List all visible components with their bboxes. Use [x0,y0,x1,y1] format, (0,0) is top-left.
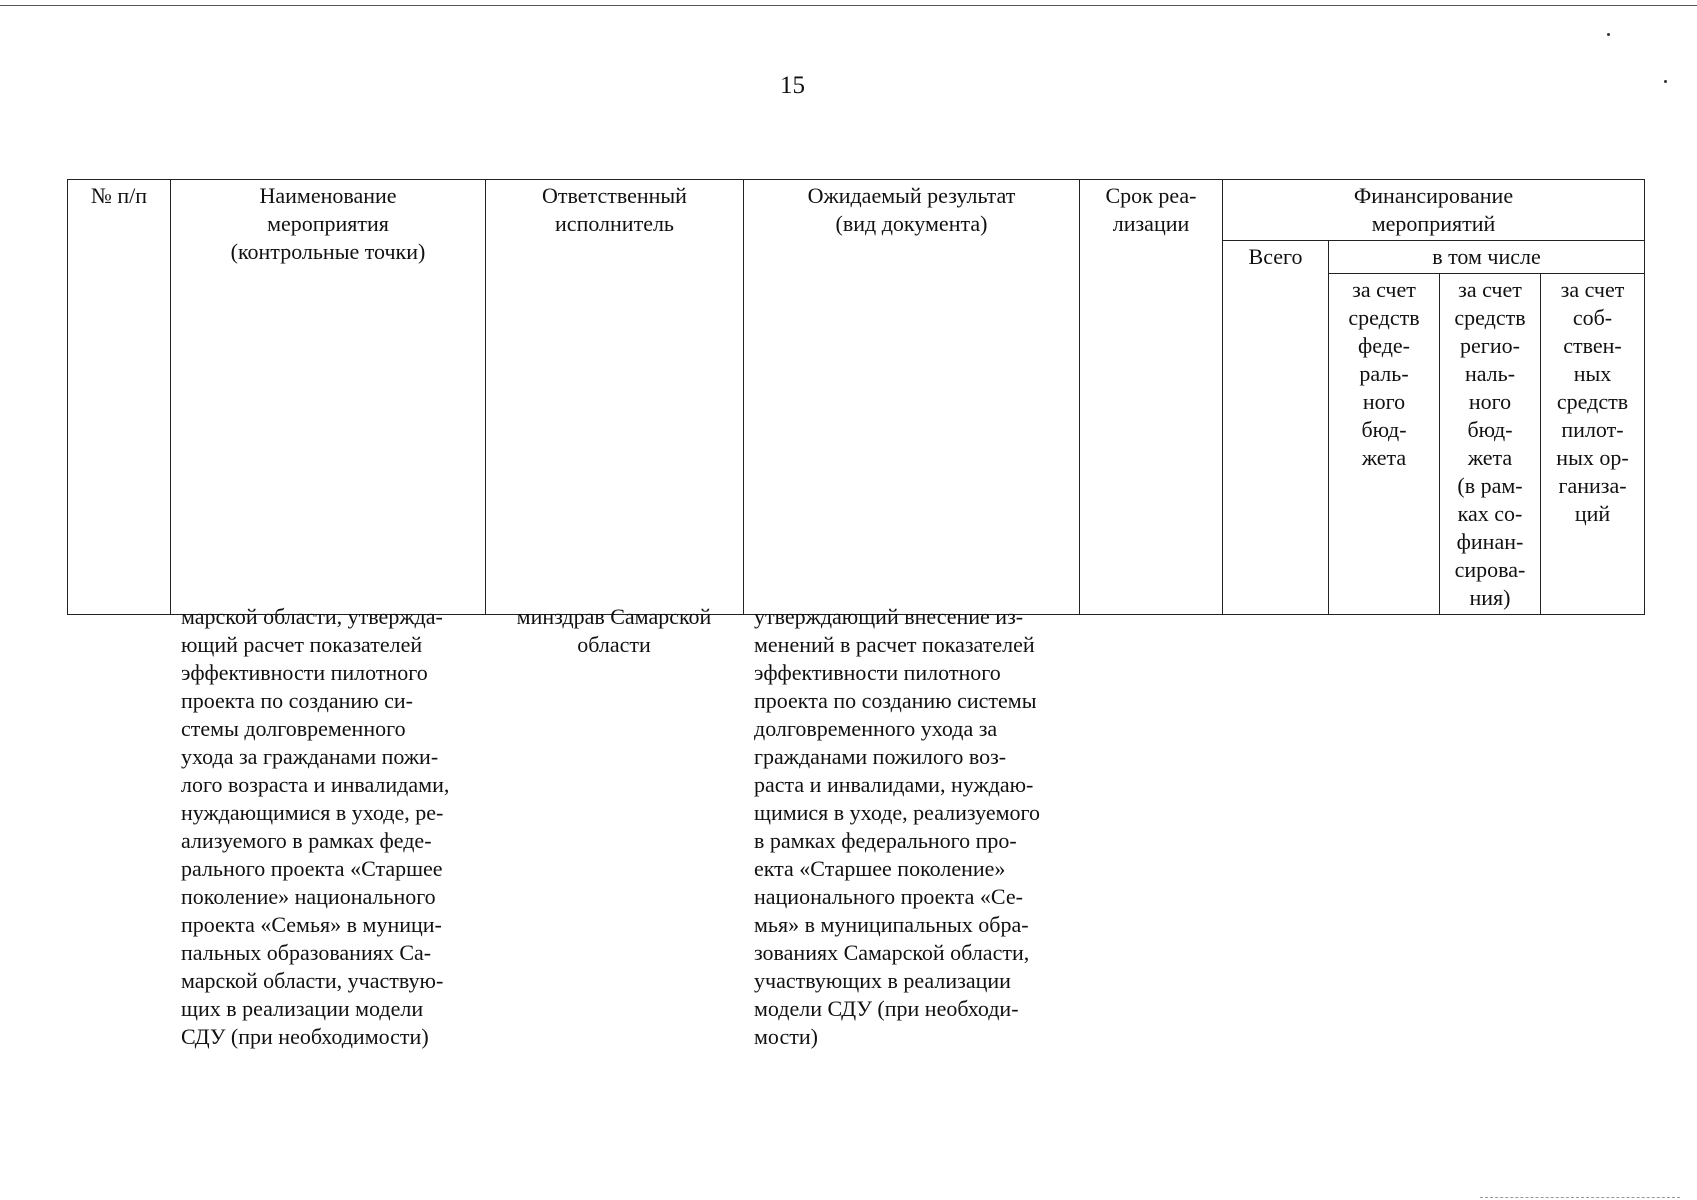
header-total: Всего [1223,241,1329,615]
scan-edge-marks [1480,1197,1680,1198]
header-expected-result: Ожидаемый результат (вид документа) [744,180,1080,615]
page-number: 15 [780,72,805,99]
header-own-funds: за счет соб- ствен- ных средств пилот- ных ор- ганиза- ций [1541,274,1645,615]
scan-speck [1607,33,1610,36]
header-term: Срок реа- лизации [1080,180,1223,615]
header-number: № п/п [68,180,171,615]
header-financing: Финансирование мероприятий [1223,180,1645,241]
row-expected-result: утверждающий внесение из- менений в расчет показателей эффективности пилотного проекта по созданию системы долговременного ухода за гражданами пожилого воз- раста и инвалидами, нуждаю- щимися в уходе, реализуемого в рамках федерального про- екта «Старшее поколение» национального проекта «Се- мья» в муниципальных обра- зованиях Самарской области, участвующих в реализации модели СДУ (при необходи- мости) [754,604,1041,1049]
row-responsible: минздрав Самарской области [516,604,712,657]
row-event-name: марской области, утвержда- ющий расчет показателей эффективности пилотного проекта по созданию си- стемы долговременного ухода за гражданами пожи- лого возраста и инвалидами, нуждающимися в уходе, ре- ализуемого в рамках феде- рального проекта «Старшее поколение» национального проекта «Семья» в муници- пальных образованиях Са- марской области, участвую- щих в реализации модели СДУ (при необходимости) [181,604,450,1049]
scan-speck [1664,80,1667,83]
top-border-line [0,5,1697,6]
header-federal-budget: за счет средств феде- раль- ного бюд- жета [1329,274,1440,615]
header-including: в том числе [1329,241,1645,274]
header-responsible: Ответственный исполнитель [486,180,744,615]
header-event-name: Наименование мероприятия (контрольные точки) [171,180,486,615]
header-regional-budget: за счет средств регио- наль- ного бюд- жета (в рам- ках со- финан- сирова- ния) [1440,274,1541,615]
table-header [67,179,1645,615]
